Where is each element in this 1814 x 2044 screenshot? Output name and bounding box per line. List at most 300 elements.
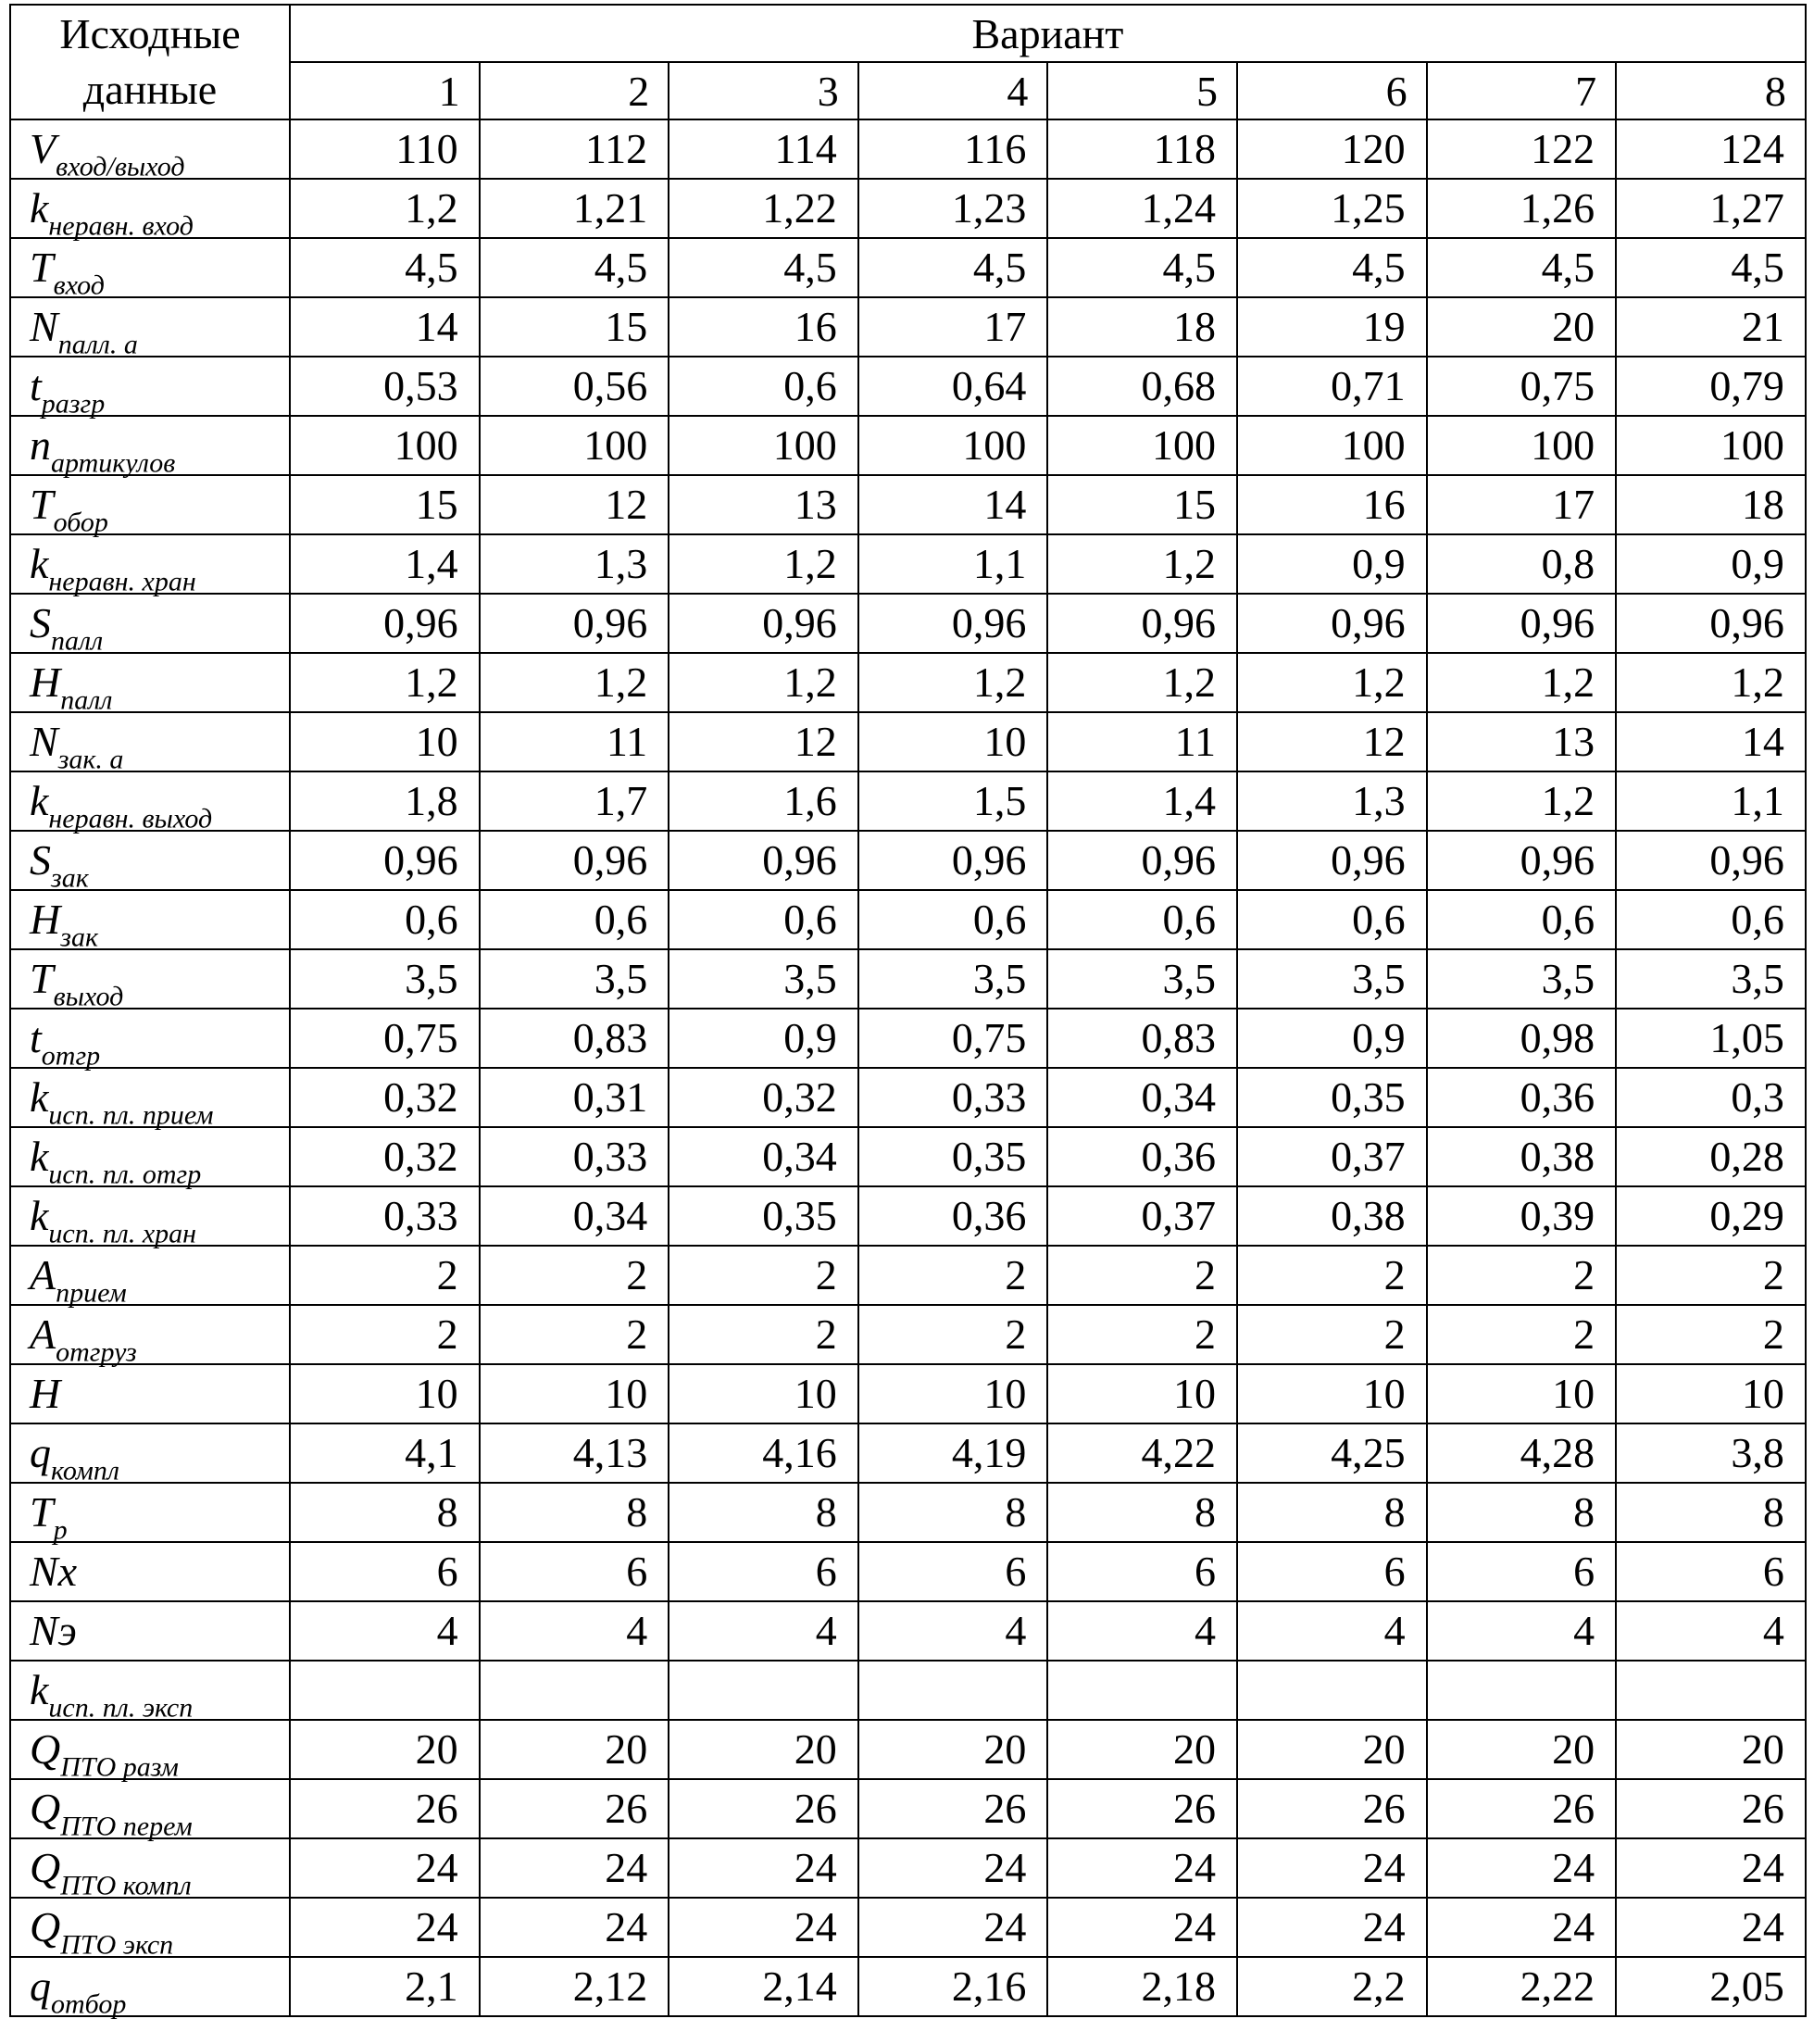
parameter-name <box>10 297 290 360</box>
parameter-name <box>10 534 290 597</box>
parameter-name <box>10 179 290 242</box>
parameter-subscript: исп. пл. хран <box>48 1218 197 1249</box>
parameter-symbol: k <box>30 1192 49 1239</box>
value-cell: 3,5 <box>1237 949 1427 1009</box>
value-cell: 0,37 <box>1237 1127 1427 1186</box>
parameter-symbol: N <box>30 718 58 765</box>
parameter-symbol: T <box>30 955 54 1002</box>
parameter-name <box>10 475 290 538</box>
value-cell: 10 <box>480 1364 669 1423</box>
value-cell: 4 <box>480 1601 669 1661</box>
value-cell: 13 <box>1427 712 1617 771</box>
value-cell: 24 <box>1237 1898 1427 1957</box>
parameter-symbol: Q <box>30 1844 61 1891</box>
value-cell: 0,6 <box>290 890 480 949</box>
value-cell: 3,5 <box>1616 949 1806 1009</box>
table-row <box>10 1127 1806 1186</box>
value-cell: 2 <box>480 1305 669 1364</box>
table-row <box>10 890 1806 949</box>
table-row <box>10 475 1806 534</box>
value-cell: 2,1 <box>290 1957 480 2016</box>
value-cell: 11 <box>480 712 669 771</box>
value-cell <box>1047 1661 1237 1720</box>
value-cell: 0,96 <box>1427 831 1617 890</box>
value-cell: 0,9 <box>1237 1009 1427 1068</box>
variant-header: Вариант <box>290 5 1806 62</box>
table-row <box>10 712 1806 771</box>
value-cell: 2,16 <box>858 1957 1048 2016</box>
value-cell: 1,2 <box>669 653 858 712</box>
value-cell: 100 <box>290 416 480 475</box>
value-cell: 1,22 <box>669 179 858 238</box>
value-cell: 4,5 <box>858 238 1048 297</box>
parameter-subscript: зак <box>51 862 89 894</box>
value-cell: 8 <box>1427 1483 1617 1542</box>
parameter-symbol: Q <box>30 1785 61 1832</box>
value-cell: 1,05 <box>1616 1009 1806 1068</box>
value-cell: 0,75 <box>1427 357 1617 416</box>
value-cell: 6 <box>1616 1542 1806 1601</box>
value-cell: 4,5 <box>1047 238 1237 297</box>
value-cell <box>290 1661 480 1720</box>
value-cell: 12 <box>1237 712 1427 771</box>
parameter-subscript: зак. а <box>57 744 124 775</box>
parameter-subscript: ПТО эксп <box>60 1929 174 1961</box>
parameter-symbol: H <box>30 896 61 943</box>
table-row <box>10 297 1806 357</box>
value-cell: 100 <box>1427 416 1617 475</box>
value-cell: 0,31 <box>480 1068 669 1127</box>
value-cell: 0,8 <box>1427 534 1617 594</box>
value-cell: 10 <box>1047 1364 1237 1423</box>
value-cell: 10 <box>669 1364 858 1423</box>
parameter-subscript: отбор <box>51 1988 127 2020</box>
value-cell: 0,96 <box>858 594 1048 653</box>
parameter-name <box>10 1720 290 1783</box>
value-cell: 16 <box>669 297 858 357</box>
value-cell: 1,1 <box>858 534 1048 594</box>
parameter-name <box>10 1186 290 1249</box>
value-cell: 2,14 <box>669 1957 858 2016</box>
value-cell: 3,5 <box>1427 949 1617 1009</box>
table-row <box>10 179 1806 238</box>
value-cell: 12 <box>669 712 858 771</box>
value-cell: 4 <box>669 1601 858 1661</box>
value-cell: 4,13 <box>480 1423 669 1483</box>
value-cell: 26 <box>1047 1779 1237 1838</box>
value-cell: 2 <box>669 1305 858 1364</box>
value-cell: 16 <box>1237 475 1427 534</box>
parameter-subscript: вход <box>53 270 105 301</box>
value-cell: 14 <box>858 475 1048 534</box>
value-cell: 10 <box>1237 1364 1427 1423</box>
value-cell: 0,6 <box>480 890 669 949</box>
table-row <box>10 1246 1806 1305</box>
value-cell: 2 <box>480 1246 669 1305</box>
value-cell: 110 <box>290 119 480 179</box>
value-cell: 0,96 <box>669 831 858 890</box>
value-cell: 1,2 <box>290 653 480 712</box>
value-cell: 120 <box>1237 119 1427 179</box>
table-row <box>10 1661 1806 1720</box>
value-cell: 21 <box>1616 297 1806 357</box>
parameter-subscript: палл. а <box>57 329 138 360</box>
parameter-name <box>10 416 290 479</box>
variant-number: 5 <box>1047 62 1237 119</box>
parameter-subscript: палл <box>51 625 104 657</box>
value-cell: 11 <box>1047 712 1237 771</box>
value-cell <box>480 1661 669 1720</box>
value-cell: 6 <box>858 1542 1048 1601</box>
value-cell: 3,5 <box>290 949 480 1009</box>
parameter-symbol: k <box>30 540 49 587</box>
value-cell: 0,33 <box>480 1127 669 1186</box>
value-cell: 0,3 <box>1616 1068 1806 1127</box>
table-row <box>10 771 1806 831</box>
header-row-top <box>10 5 1806 62</box>
parameter-symbol: H <box>30 1370 61 1417</box>
value-cell: 20 <box>290 1720 480 1779</box>
value-cell: 13 <box>669 475 858 534</box>
value-cell: 0,33 <box>290 1186 480 1246</box>
value-cell: 8 <box>480 1483 669 1542</box>
parameter-name <box>10 1127 290 1190</box>
value-cell: 18 <box>1616 475 1806 534</box>
variant-number: 6 <box>1237 62 1427 119</box>
parameter-subscript: артикулов <box>51 447 176 479</box>
value-cell: 116 <box>858 119 1048 179</box>
table-row <box>10 1720 1806 1779</box>
value-cell: 0,32 <box>290 1068 480 1127</box>
value-cell: 0,75 <box>858 1009 1048 1068</box>
table-row <box>10 1542 1806 1601</box>
parameter-subscript: вход/выход <box>56 151 185 182</box>
parameter-name <box>10 1957 290 2020</box>
value-cell: 1,1 <box>1616 771 1806 831</box>
parameter-name <box>10 238 290 301</box>
table-row <box>10 1898 1806 1957</box>
value-cell: 0,56 <box>480 357 669 416</box>
parameter-symbol: Nэ <box>30 1607 77 1654</box>
value-cell: 1,24 <box>1047 179 1237 238</box>
value-cell: 1,25 <box>1237 179 1427 238</box>
table-row <box>10 594 1806 653</box>
parameter-name <box>10 1601 290 1661</box>
value-cell: 0,34 <box>480 1186 669 1246</box>
value-cell: 1,3 <box>480 534 669 594</box>
value-cell: 0,83 <box>480 1009 669 1068</box>
value-cell: 0,96 <box>480 831 669 890</box>
value-cell: 15 <box>290 475 480 534</box>
value-cell: 19 <box>1237 297 1427 357</box>
parameter-name <box>10 712 290 775</box>
value-cell: 4,1 <box>290 1423 480 1483</box>
value-cell: 24 <box>669 1898 858 1957</box>
parameter-name <box>10 1542 290 1601</box>
table-row <box>10 238 1806 297</box>
value-cell: 18 <box>1047 297 1237 357</box>
value-cell: 0,9 <box>1616 534 1806 594</box>
value-cell: 26 <box>669 1779 858 1838</box>
value-cell: 4,5 <box>480 238 669 297</box>
value-cell: 24 <box>290 1838 480 1898</box>
corner-header: Исходные данные <box>10 5 290 119</box>
value-cell: 4 <box>290 1601 480 1661</box>
table-row <box>10 653 1806 712</box>
value-cell: 0,96 <box>480 594 669 653</box>
parameter-name <box>10 1661 290 1724</box>
value-cell: 4 <box>1047 1601 1237 1661</box>
value-cell: 0,6 <box>1047 890 1237 949</box>
value-cell: 0,38 <box>1237 1186 1427 1246</box>
value-cell: 0,96 <box>1047 594 1237 653</box>
value-cell: 1,5 <box>858 771 1048 831</box>
value-cell: 0,29 <box>1616 1186 1806 1246</box>
parameter-name <box>10 1838 290 1901</box>
value-cell: 0,36 <box>1047 1127 1237 1186</box>
value-cell: 26 <box>290 1779 480 1838</box>
value-cell: 1,2 <box>1427 771 1617 831</box>
value-cell: 2,12 <box>480 1957 669 2016</box>
table-row <box>10 534 1806 594</box>
value-cell: 0,36 <box>1427 1068 1617 1127</box>
value-cell: 1,2 <box>858 653 1048 712</box>
value-cell: 0,39 <box>1427 1186 1617 1246</box>
parameter-symbol: S <box>30 599 51 646</box>
value-cell: 0,71 <box>1237 357 1427 416</box>
value-cell: 2 <box>858 1246 1048 1305</box>
table-row <box>10 1483 1806 1542</box>
value-cell: 4,19 <box>858 1423 1048 1483</box>
table-row <box>10 949 1806 1009</box>
value-cell: 0,96 <box>290 594 480 653</box>
table-row <box>10 1957 1806 2016</box>
value-cell: 4 <box>1427 1601 1617 1661</box>
table-row <box>10 416 1806 475</box>
value-cell: 0,32 <box>290 1127 480 1186</box>
value-cell: 6 <box>480 1542 669 1601</box>
parameter-name <box>10 594 290 657</box>
value-cell: 4,5 <box>1237 238 1427 297</box>
value-cell: 0,32 <box>669 1068 858 1127</box>
value-cell: 17 <box>858 297 1048 357</box>
value-cell: 0,96 <box>290 831 480 890</box>
parameter-symbol: T <box>30 1488 54 1536</box>
parameter-subscript: ПТО разм <box>60 1751 179 1783</box>
parameter-subscript: отгр <box>41 1040 101 1072</box>
value-cell: 1,27 <box>1616 179 1806 238</box>
value-cell: 100 <box>1047 416 1237 475</box>
parameter-name <box>10 1483 290 1546</box>
table-row <box>10 1009 1806 1068</box>
value-cell: 114 <box>669 119 858 179</box>
value-cell: 4 <box>1616 1601 1806 1661</box>
value-cell: 6 <box>1237 1542 1427 1601</box>
value-cell: 2 <box>669 1246 858 1305</box>
value-cell: 1,8 <box>290 771 480 831</box>
value-cell: 6 <box>1047 1542 1237 1601</box>
value-cell: 0,6 <box>1427 890 1617 949</box>
value-cell: 2,2 <box>1237 1957 1427 2016</box>
value-cell: 1,2 <box>290 179 480 238</box>
value-cell: 3,5 <box>669 949 858 1009</box>
value-cell: 10 <box>1427 1364 1617 1423</box>
variant-number: 4 <box>858 62 1048 119</box>
value-cell: 1,4 <box>1047 771 1237 831</box>
value-cell: 0,96 <box>1237 594 1427 653</box>
value-cell: 4,5 <box>1616 238 1806 297</box>
parameter-subscript: неравн. выход <box>48 803 213 834</box>
value-cell: 4 <box>858 1601 1048 1661</box>
value-cell: 4,16 <box>669 1423 858 1483</box>
value-cell: 1,4 <box>290 534 480 594</box>
value-cell: 4,22 <box>1047 1423 1237 1483</box>
table-row <box>10 1423 1806 1483</box>
value-cell: 1,2 <box>1047 653 1237 712</box>
value-cell: 0,68 <box>1047 357 1237 416</box>
variant-number: 2 <box>480 62 669 119</box>
value-cell: 0,34 <box>669 1127 858 1186</box>
value-cell: 15 <box>480 297 669 357</box>
value-cell: 2,05 <box>1616 1957 1806 2016</box>
parameter-symbol: k <box>30 1073 49 1121</box>
value-cell: 20 <box>1616 1720 1806 1779</box>
parameter-subscript: ПТО компл <box>60 1870 192 1901</box>
value-cell: 0,98 <box>1427 1009 1617 1068</box>
table-row <box>10 1186 1806 1246</box>
value-cell: 6 <box>290 1542 480 1601</box>
value-cell: 8 <box>1047 1483 1237 1542</box>
value-cell: 1,26 <box>1427 179 1617 238</box>
parameter-symbol: q <box>30 1429 51 1476</box>
parameter-symbol: n <box>30 421 51 469</box>
value-cell: 3,5 <box>480 949 669 1009</box>
parameter-subscript: исп. пл. отгр <box>48 1159 202 1190</box>
value-cell: 24 <box>480 1898 669 1957</box>
parameter-name <box>10 949 290 1012</box>
value-cell: 0,33 <box>858 1068 1048 1127</box>
value-cell: 100 <box>669 416 858 475</box>
table-body <box>10 119 1806 2020</box>
value-cell: 2 <box>1616 1305 1806 1364</box>
value-cell: 24 <box>1616 1838 1806 1898</box>
value-cell: 2 <box>1047 1246 1237 1305</box>
value-cell: 0,64 <box>858 357 1048 416</box>
value-cell: 3,5 <box>1047 949 1237 1009</box>
value-cell: 2 <box>1047 1305 1237 1364</box>
parameter-name <box>10 357 290 420</box>
value-cell <box>858 1661 1048 1720</box>
value-cell: 1,6 <box>669 771 858 831</box>
value-cell: 10 <box>858 1364 1048 1423</box>
variant-number: 7 <box>1427 62 1617 119</box>
value-cell: 0,28 <box>1616 1127 1806 1186</box>
variant-number: 1 <box>290 62 480 119</box>
value-cell: 0,35 <box>669 1186 858 1246</box>
value-cell: 1,2 <box>1047 534 1237 594</box>
parameter-symbol: Q <box>30 1903 61 1950</box>
value-cell: 8 <box>1237 1483 1427 1542</box>
parameter-symbol: T <box>30 481 54 528</box>
value-cell: 0,53 <box>290 357 480 416</box>
value-cell: 24 <box>1047 1898 1237 1957</box>
value-cell <box>1237 1661 1427 1720</box>
value-cell: 1,2 <box>1237 653 1427 712</box>
value-cell: 0,6 <box>1616 890 1806 949</box>
value-cell <box>669 1661 858 1720</box>
value-cell: 3,8 <box>1616 1423 1806 1483</box>
value-cell: 0,96 <box>858 831 1048 890</box>
parameter-name <box>10 1068 290 1131</box>
value-cell: 112 <box>480 119 669 179</box>
value-cell: 4,28 <box>1427 1423 1617 1483</box>
value-cell: 0,34 <box>1047 1068 1237 1127</box>
parameter-name <box>10 1779 290 1842</box>
value-cell: 122 <box>1427 119 1617 179</box>
parameter-symbol: Nx <box>30 1548 78 1595</box>
value-cell: 0,6 <box>1237 890 1427 949</box>
value-cell: 0,35 <box>858 1127 1048 1186</box>
value-cell: 24 <box>1616 1898 1806 1957</box>
parameter-symbol: t <box>30 362 42 409</box>
value-cell: 0,96 <box>1616 594 1806 653</box>
parameter-name <box>10 1009 290 1072</box>
parameter-symbol: N <box>30 303 58 350</box>
value-cell: 26 <box>480 1779 669 1838</box>
value-cell: 8 <box>858 1483 1048 1542</box>
value-cell: 1,21 <box>480 179 669 238</box>
value-cell: 0,75 <box>290 1009 480 1068</box>
value-cell: 0,83 <box>1047 1009 1237 1068</box>
value-cell: 0,36 <box>858 1186 1048 1246</box>
parameter-subscript: зак <box>60 922 98 953</box>
value-cell: 4 <box>1237 1601 1427 1661</box>
parameter-subscript: исп. пл. прием <box>48 1099 214 1131</box>
value-cell: 20 <box>858 1720 1048 1779</box>
value-cell: 1,2 <box>1616 653 1806 712</box>
table-row <box>10 1364 1806 1423</box>
parameter-subscript: р <box>53 1514 68 1546</box>
parameter-name <box>10 1423 290 1486</box>
value-cell: 24 <box>1237 1838 1427 1898</box>
parameter-subscript: разгр <box>41 388 106 420</box>
value-cell: 1,2 <box>669 534 858 594</box>
parameter-name <box>10 119 290 182</box>
value-cell: 2 <box>290 1305 480 1364</box>
value-cell: 1,23 <box>858 179 1048 238</box>
parameter-name <box>10 1898 290 1961</box>
value-cell: 2 <box>290 1246 480 1305</box>
value-cell: 0,35 <box>1237 1068 1427 1127</box>
value-cell: 26 <box>858 1779 1048 1838</box>
parameter-symbol: q <box>30 1962 51 2010</box>
value-cell: 0,96 <box>1427 594 1617 653</box>
value-cell: 24 <box>290 1898 480 1957</box>
value-cell: 100 <box>1237 416 1427 475</box>
parameter-subscript: неравн. вход <box>48 210 194 242</box>
parameter-subscript: исп. пл. эксп <box>48 1692 194 1724</box>
parameter-subscript: неравн. хран <box>48 566 196 597</box>
value-cell: 8 <box>669 1483 858 1542</box>
parameter-symbol: H <box>30 658 61 706</box>
value-cell: 17 <box>1427 475 1617 534</box>
parameter-name <box>10 771 290 834</box>
parameter-subscript: палл <box>60 684 113 716</box>
table-row <box>10 357 1806 416</box>
parameter-symbol: k <box>30 1666 49 1713</box>
parameter-symbol: A <box>30 1310 56 1358</box>
parameter-symbol: A <box>30 1251 56 1298</box>
